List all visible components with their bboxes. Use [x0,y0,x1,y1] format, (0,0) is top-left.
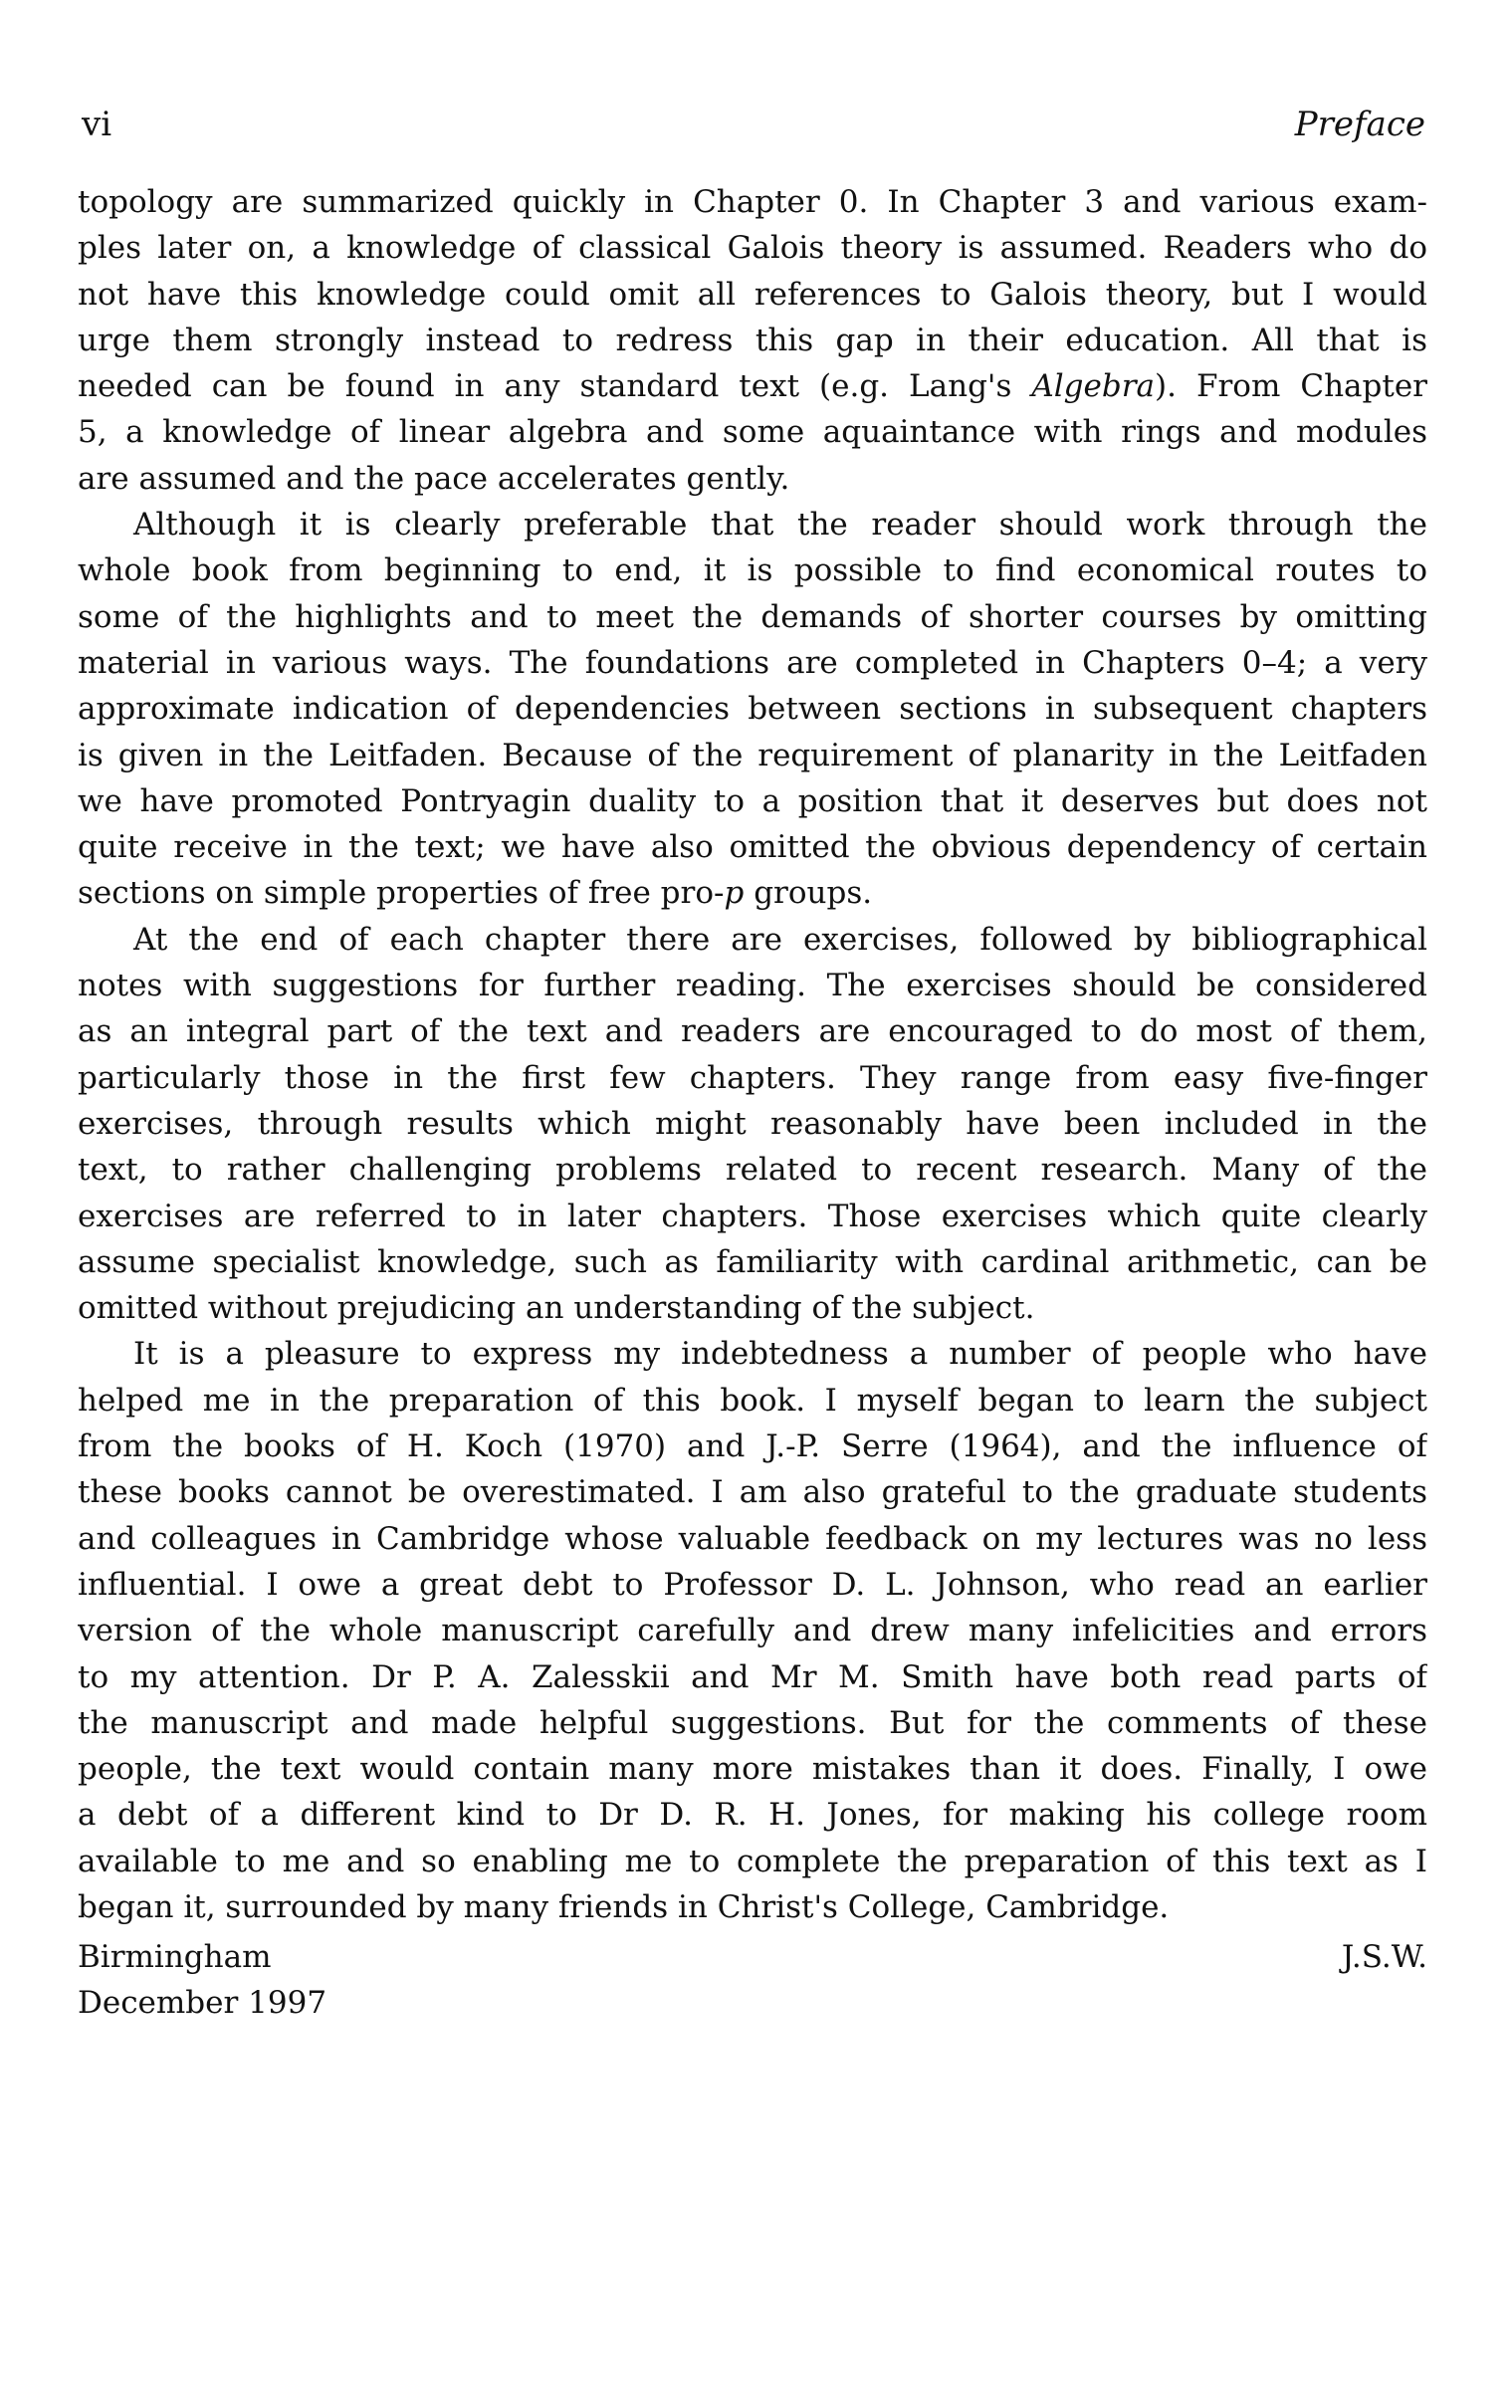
text-line: as an integral part of the text and readers are encouraged to do most of them, [78,1013,1427,1050]
text-line: influential. I owe a great debt to Professor D. L. Johnson, who read an earlier [78,1566,1427,1603]
text-line: topology are summarized quickly in Chapter 0. In Chapter 3 and various exam- [78,184,1427,220]
text-line: omitted without prejudicing an understanding of the subject. [78,1290,1035,1327]
text-line: It is a pleasure to express my indebtedness a number of people who have [133,1336,1427,1373]
text-line: is given in the Leitfaden. Because of the requirement of planarity in the Leitfaden [78,737,1427,773]
text-line: urge them strongly instead to redress this gap in their education. All that is [78,322,1427,358]
text-line: began it, surrounded by many friends in Christ's College, Cambridge. [78,1888,1170,1925]
text-line: are assumed and the pace accelerates gently. [78,460,790,497]
text-line: sections on simple properties of free pro-p groups. [78,875,873,912]
paragraph [78,179,1427,502]
text-line: the manuscript and made helpful suggestions. But for the comments of these [78,1704,1427,1741]
text-line: At the end of each chapter there are exercises, followed by bibliographical [133,921,1427,958]
paragraph [78,1331,1427,1930]
chapter-title: Preface [1294,105,1425,144]
text-line: some of the highlights and to meet the demands of shorter courses by omitting [78,598,1427,635]
text-line: ples later on, a knowledge of classical Galois theory is assumed. Readers who do [78,230,1427,267]
text-line: assume specialist knowledge, such as familiarity with cardinal arithmetic, can be [78,1243,1427,1280]
text-line: available to me and so enabling me to complete the preparation of this text as I [78,1843,1427,1879]
text-line: needed can be found in any standard text (e.g. Lang's Algebra). From Chapter [78,368,1427,405]
text-line: whole book from beginning to end, it is possible to find economical routes to [78,552,1427,589]
preface-body [78,179,1427,1930]
paragraph [78,502,1427,917]
text-line: and colleagues in Cambridge whose valuable feedback on my lectures was no less [78,1520,1427,1557]
text-line: exercises, through results which might reasonably have been included in the [78,1105,1427,1142]
running-head [82,100,1425,149]
text-line: these books cannot be overestimated. I am also grateful to the graduate students [78,1474,1427,1511]
author-initials: J.S.W. [1341,1939,1427,1975]
text-line: not have this knowledge could omit all references to Galois theory, but I would [78,276,1427,313]
text-line: a debt of a different kind to Dr D. R. H. Jones, for making his college room [78,1797,1427,1834]
text-line: material in various ways. The foundations are completed in Chapters 0–4; a very [78,644,1427,681]
text-line: helped me in the preparation of this book. I myself began to learn the subject [78,1382,1427,1419]
paragraph [78,917,1427,1332]
text-line: particularly those in the first few chapters. They range from easy five-finger [78,1059,1427,1096]
text-line: approximate indication of dependencies between sections in subsequent chapters [78,691,1427,728]
text-line: we have promoted Pontryagin duality to a position that it deserves but does not [78,782,1427,819]
text-line: exercises are referred to in later chapters. Those exercises which quite clearly [78,1198,1427,1234]
text-line: 5, a knowledge of linear algebra and some aquaintance with rings and modules [78,414,1427,451]
text-line: version of the whole manuscript carefully and drew many infelicities and errors [78,1613,1427,1649]
text-line: text, to rather challenging problems related to recent research. Many of the [78,1152,1427,1189]
page-number: vi [82,105,112,144]
text-line: quite receive in the text; we have also omitted the obvious dependency of certain [78,829,1427,866]
text-line: Although it is clearly preferable that the reader should work through the [133,507,1427,544]
text-line: notes with suggestions for further reading. The exercises should be considered [78,968,1427,1004]
text-line: from the books of H. Koch (1970) and J.-P. Serre (1964), and the influence of [78,1428,1427,1465]
signoff-date: December 1997 [78,1985,327,2021]
signoff-place: Birmingham [78,1939,272,1975]
text-line: to my attention. Dr P. A. Zalesskii and Mr M. Smith have both read parts of [78,1658,1427,1695]
text-line: people, the text would contain many more mistakes than it does. Finally, I owe [78,1751,1427,1788]
